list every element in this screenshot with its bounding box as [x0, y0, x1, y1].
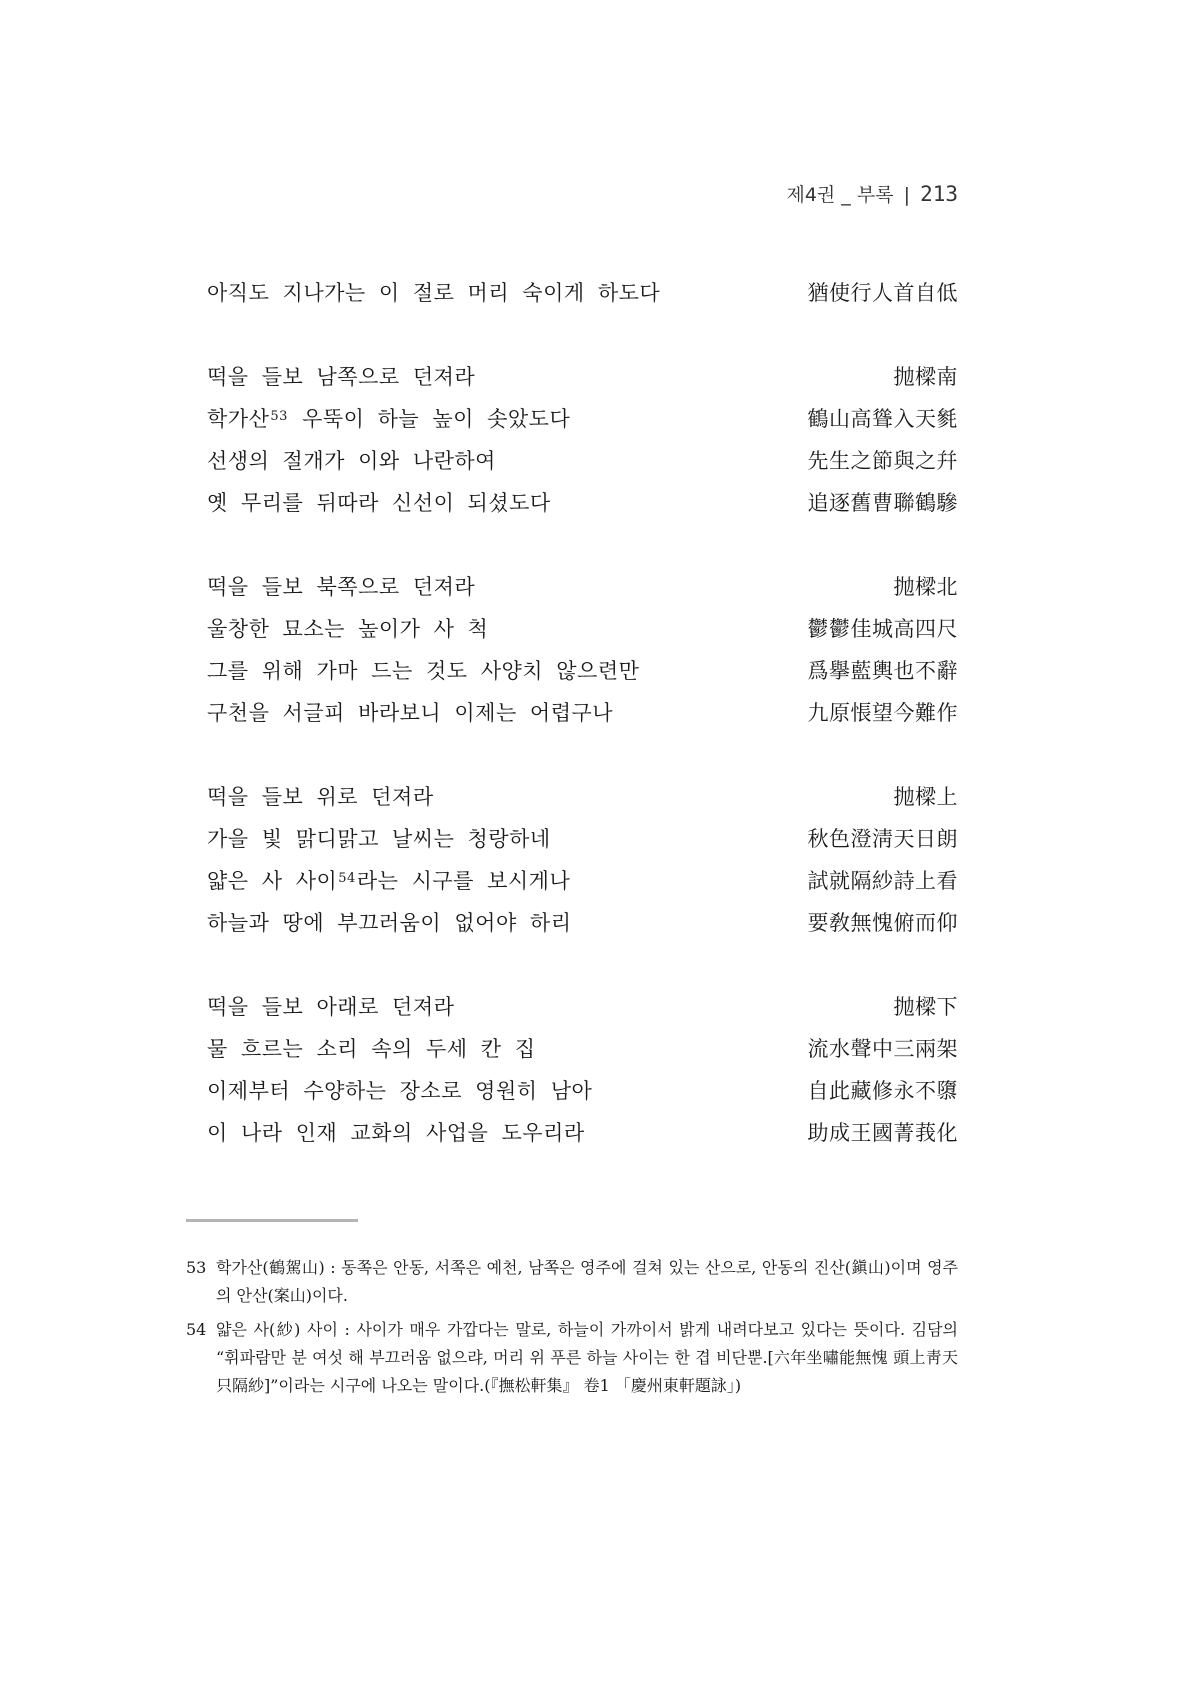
korean-translation — [207, 398, 570, 440]
classical-chinese-original: 抛樑北 — [893, 575, 958, 599]
poem-line — [207, 902, 958, 944]
korean-translation — [207, 902, 572, 944]
korean-translation — [207, 818, 551, 860]
korean-translation — [207, 566, 475, 608]
poem-line — [207, 272, 958, 314]
korean-text: 옛 무리를 뒤따라 신선이 되셨도다 — [207, 491, 551, 515]
poem-line — [207, 440, 958, 482]
poem-line — [207, 1028, 958, 1070]
korean-translation — [207, 440, 496, 482]
korean-translation — [207, 482, 551, 524]
korean-text: 가을 빛 맑디맑고 날씨는 청랑하네 — [207, 827, 551, 851]
footnote-reference[interactable]: 53 — [270, 409, 288, 424]
classical-chinese-original: 爲擧藍輿也不辭 — [807, 659, 958, 683]
korean-translation — [207, 776, 434, 818]
classical-chinese-original: 流水聲中三兩架 — [807, 1037, 958, 1061]
footnote-divider — [186, 1219, 358, 1222]
korean-text: 이제부터 수양하는 장소로 영원히 남아 — [207, 1079, 593, 1103]
poem-line — [207, 1070, 958, 1112]
poem-line — [207, 860, 958, 902]
korean-text: 하늘과 땅에 부끄러움이 없어야 하리 — [207, 911, 572, 935]
classical-chinese-original: 追逐舊曹聯鶴驂 — [807, 491, 958, 515]
korean-text: 떡을 들보 아래로 던져라 — [207, 995, 455, 1019]
footnote-number: 54 — [186, 1320, 207, 1339]
poem-line — [207, 818, 958, 860]
footnote-reference[interactable]: 54 — [338, 871, 356, 886]
poem-line — [207, 650, 958, 692]
footnote — [186, 1316, 958, 1400]
header-section: 제4권 _ 부록 — [786, 184, 894, 206]
classical-chinese-original: 鬱鬱佳城高四尺 — [807, 617, 958, 641]
korean-translation — [207, 1028, 535, 1070]
stanza — [207, 986, 958, 1154]
poem-line — [207, 692, 958, 734]
stanza — [207, 566, 958, 734]
korean-translation — [207, 1112, 585, 1154]
korean-text: 그를 위해 가마 드는 것도 사양치 않으련만 — [207, 659, 640, 683]
footnote — [186, 1254, 958, 1310]
classical-chinese-original: 抛樑下 — [893, 995, 958, 1019]
footnote-text: 얇은 사(紗) 사이 : 사이가 매우 가깝다는 말로, 하늘이 가까이서 밝게 내려다보고 있다는 뜻이다. 김담의 “휘파람만 분 여섯 해 부끄러움 없으랴, 머리 위 푸른 하늘 사이는 한 겹 비단뿐.[六年坐嘯能無愧 頭上靑天只隔紗]”이라는 시구에 나오는 말이다.(『撫松軒集』 卷1 「慶州東軒題詠」) — [216, 1320, 958, 1395]
korean-text-continued: 라는 시구를 보시게나 — [356, 869, 571, 893]
korean-text: 선생의 절개가 이와 나란하여 — [207, 449, 496, 473]
korean-translation — [207, 272, 660, 314]
korean-text: 아직도 지나가는 이 절로 머리 숙이게 하도다 — [207, 281, 661, 305]
korean-text: 울창한 묘소는 높이가 사 척 — [207, 617, 489, 641]
footnotes — [186, 1254, 958, 1406]
poem — [207, 272, 958, 1196]
korean-text: 물 흐르는 소리 속의 두세 칸 집 — [207, 1037, 536, 1061]
classical-chinese-original: 抛樑南 — [893, 365, 958, 389]
poem-line — [207, 566, 958, 608]
page-number: 213 — [920, 182, 958, 206]
classical-chinese-original: 猶使行人首自低 — [807, 281, 958, 305]
poem-line — [207, 1112, 958, 1154]
poem-line — [207, 398, 958, 440]
korean-text: 얇은 사 사이 — [207, 869, 338, 893]
stanza — [207, 272, 958, 314]
korean-translation — [207, 650, 639, 692]
korean-translation — [207, 608, 488, 650]
korean-text: 이 나라 인재 교화의 사업을 도우리라 — [207, 1121, 585, 1145]
korean-translation — [207, 986, 454, 1028]
stanza — [207, 776, 958, 944]
classical-chinese-original: 抛樑上 — [893, 785, 958, 809]
stanza — [207, 356, 958, 524]
korean-translation — [207, 860, 570, 902]
classical-chinese-original: 助成王國菁莪化 — [807, 1121, 958, 1145]
classical-chinese-original: 鶴山高聳入天毿 — [807, 407, 958, 431]
korean-text: 떡을 들보 남쪽으로 던져라 — [207, 365, 476, 389]
running-header — [786, 180, 958, 207]
korean-text: 학가산 — [207, 407, 270, 431]
korean-text: 떡을 들보 위로 던져라 — [207, 785, 434, 809]
poem-line — [207, 608, 958, 650]
poem-line — [207, 356, 958, 398]
korean-translation — [207, 356, 475, 398]
poem-line — [207, 482, 958, 524]
poem-line — [207, 776, 958, 818]
korean-text: 떡을 들보 북쪽으로 던져라 — [207, 575, 476, 599]
korean-text-continued: 우뚝이 하늘 높이 솟았도다 — [288, 407, 571, 431]
classical-chinese-original: 九原悵望今難作 — [807, 701, 958, 725]
classical-chinese-original: 試就隔紗詩上看 — [807, 869, 958, 893]
poem-line — [207, 986, 958, 1028]
classical-chinese-original: 秋色澄淸天日朗 — [807, 827, 958, 851]
korean-translation — [207, 1070, 592, 1112]
korean-translation — [207, 692, 613, 734]
footnote-number: 53 — [186, 1258, 207, 1277]
classical-chinese-original: 先生之節與之幷 — [807, 449, 958, 473]
footnote-text: 학가산(鶴駕山) : 동쪽은 안동, 서쪽은 예천, 남쪽은 영주에 걸쳐 있는 산으로, 안동의 진산(鎭山)이며 영주의 안산(案山)이다. — [216, 1258, 958, 1305]
classical-chinese-original: 要敎無愧俯而仰 — [807, 911, 958, 935]
header-separator: | — [903, 184, 911, 206]
classical-chinese-original: 自此藏修永不隳 — [807, 1079, 958, 1103]
korean-text: 구천을 서글피 바라보니 이제는 어렵구나 — [207, 701, 614, 725]
